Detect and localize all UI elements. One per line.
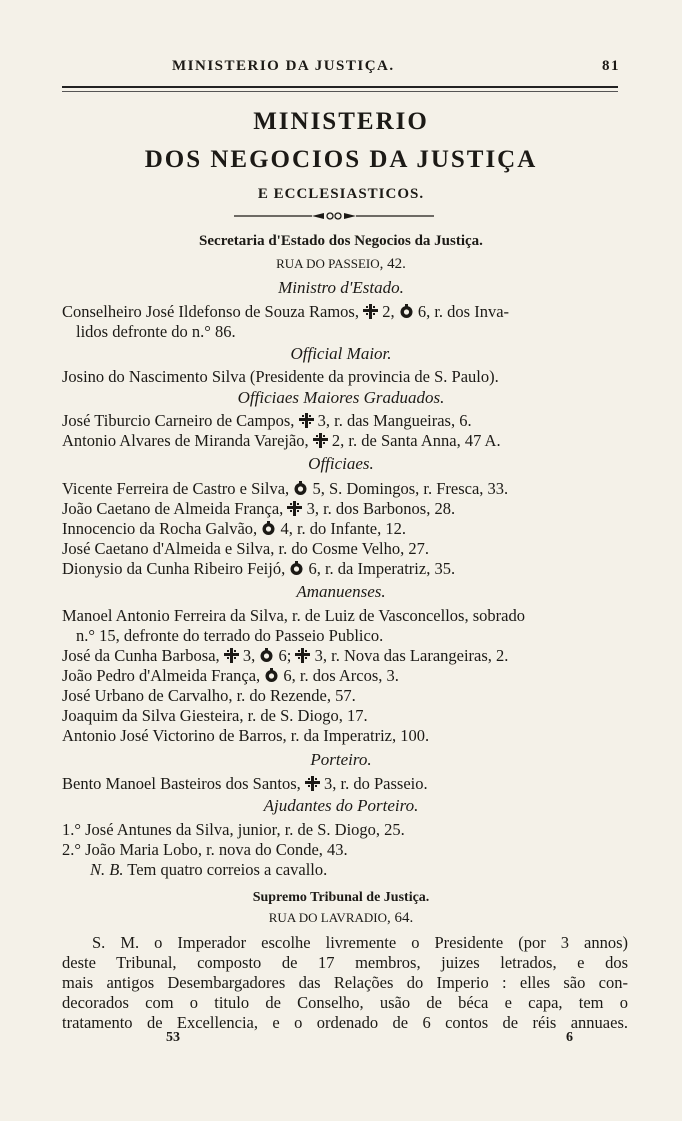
entry-porteiro <box>62 774 622 794</box>
amanuense-2-grade-2: 6; <box>278 646 292 665</box>
entry-official-4: José Caetano d'Almeida e Silva, r. do Cosme Velho, 27. <box>62 539 429 558</box>
official-1-name: Vicente Ferreira de Castro e Silva, <box>62 479 290 498</box>
order-rose-icon <box>264 668 279 683</box>
entry-amanuense-3 <box>62 666 622 686</box>
entry-amanuense-2 <box>62 646 622 666</box>
entry-official-5 <box>62 559 622 579</box>
page-number: 81 <box>602 58 620 74</box>
entry-amanuense-5: Joaquim da Silva Giesteira, r. de S. Diogo, 17. <box>62 706 368 725</box>
official-5-name: Dionysio da Cunha Ribeiro Feijó, <box>62 559 286 578</box>
official-5-address: 6, r. da Imperatriz, 35. <box>308 559 456 578</box>
entry-ministro-cont: lidos defronte do n.° 86. <box>76 322 236 341</box>
title-line-3: E ECCLESIASTICOS. <box>257 186 425 202</box>
nota-bene-text: Tem quatro correios a cavallo. <box>127 860 328 879</box>
entry-amanuense-6: Antonio José Victorino de Barros, r. da Imperatriz, 100. <box>62 726 430 745</box>
secretaria-street: RUA DO PASSEIO <box>276 256 380 271</box>
supremo-paragraph-line-1: S. M. o Imperador escolhe livremente o Presidente (por 3 annos) <box>92 933 628 952</box>
supremo-paragraph-line-4: decorados com o titulo de Conselho, usão de béca e capa, tem o <box>62 993 628 1012</box>
amanuense-3-name: João Pedro d'Almeida França, <box>62 666 261 685</box>
official-3-address: 4, r. do Infante, 12. <box>280 519 406 538</box>
graduado-2-address: 2, r. de Santa Anna, 47 A. <box>331 431 501 450</box>
amanuense-2-grade-1: 3, <box>242 646 256 665</box>
ministro-cross-grade: 2, <box>382 302 395 321</box>
order-cross-icon <box>299 413 314 428</box>
supremo-paragraph-line-3: mais antigos Desembargadores das Relações do Imperio : elles são con- <box>62 973 628 992</box>
official-1-address: 5, S. Domingos, r. Fresca, 33. <box>312 479 509 498</box>
entry-amanuense-1-cont: n.° 15, defronte do terrado do Passeio Publico. <box>76 626 384 645</box>
section-porteiro: Porteiro. <box>310 750 372 769</box>
order-cross-icon <box>313 433 328 448</box>
ministro-address: 6, r. dos Inva- <box>417 302 510 321</box>
order-cross-icon <box>224 648 239 663</box>
entry-official-3 <box>62 519 622 539</box>
graduado-1-address: 3, r. das Mangueiras, 6. <box>317 411 472 430</box>
order-rose-icon <box>289 561 304 576</box>
supremo-paragraph-line-5: tratamento de Excellencia, e o ordenado de 6 contos de réis annuaes. <box>62 1013 628 1032</box>
nota-bene-label: N. B. <box>90 860 124 879</box>
ministro-name: Conselheiro José Ildefonso de Souza Ramos, <box>62 302 359 321</box>
section-officiaes: Officiaes. <box>308 454 374 473</box>
entry-graduado-2 <box>62 431 622 451</box>
entry-official-1 <box>62 479 622 499</box>
secretaria-address: RUA DO PASSEIO, 42. <box>276 256 406 272</box>
order-cross-icon <box>295 648 310 663</box>
order-cross-icon <box>287 501 302 516</box>
official-2-name: João Caetano de Almeida França, <box>62 499 284 518</box>
order-rose-icon <box>399 304 414 319</box>
title-line-1: MINISTERIO <box>253 108 429 135</box>
entry-ajudante-2: 2.° João Maria Lobo, r. nova do Conde, 43. <box>62 840 348 859</box>
header-rule <box>62 86 618 92</box>
graduado-1-name: José Tiburcio Carneiro de Campos, <box>62 411 295 430</box>
section-officiaes-maiores: Officiaes Maiores Graduados. <box>237 388 445 407</box>
entry-ministro <box>62 302 622 322</box>
order-cross-icon <box>363 304 378 319</box>
running-title: MINISTERIO DA JUSTIÇA. <box>172 58 395 74</box>
amanuense-2-address: 3, r. Nova das Larangeiras, 2. <box>314 646 509 665</box>
supremo-number: 64. <box>394 910 414 926</box>
footer-number: 6 <box>566 1030 573 1045</box>
order-cross-icon <box>305 776 320 791</box>
order-rose-icon <box>261 521 276 536</box>
entry-ajudante-1: 1.° José Antunes da Silva, junior, r. de S. Diogo, 25. <box>62 820 405 839</box>
entry-graduado-1 <box>62 411 622 431</box>
title-line-2: DOS NEGOCIOS DA JUSTIÇA <box>144 146 538 173</box>
supremo-street: RUA DO LAVRADIO <box>268 910 387 925</box>
running-head <box>60 58 620 80</box>
porteiro-address: 3, r. do Passeio. <box>324 774 428 793</box>
section-amanuenses: Amanuenses. <box>296 582 386 601</box>
entry-official-2 <box>62 499 622 519</box>
supremo-heading: Supremo Tribunal de Justiça. <box>252 890 430 905</box>
amanuense-2-name: José da Cunha Barbosa, <box>62 646 220 665</box>
entry-nota-bene <box>90 860 650 880</box>
secretaria-number: 42. <box>387 256 406 272</box>
signature-mark: 53 <box>166 1030 180 1045</box>
supremo-address: RUA DO LAVRADIO, 64. <box>268 910 414 926</box>
official-2-address: 3, r. dos Barbonos, 28. <box>306 499 456 518</box>
entry-amanuense-1: Manoel Antonio Ferreira da Silva, r. de Luiz de Vasconcellos, sobrado <box>62 606 525 625</box>
porteiro-name: Bento Manoel Basteiros dos Santos, <box>62 774 301 793</box>
supremo-paragraph-line-2: deste Tribunal, composto de 17 membros, juizes letrados, e dos <box>62 953 628 972</box>
order-rose-icon <box>293 481 308 496</box>
official-3-name: Innocencio da Rocha Galvão, <box>62 519 258 538</box>
amanuense-3-address: 6, r. dos Arcos, 3. <box>283 666 399 685</box>
entry-official-maior: Josino do Nascimento Silva (Presidente da provincia de S. Paulo). <box>62 367 499 386</box>
section-official-maior: Official Maior. <box>290 344 392 363</box>
graduado-2-name: Antonio Alvares de Miranda Varejão, <box>62 431 309 450</box>
section-ajudantes: Ajudantes do Porteiro. <box>263 796 419 815</box>
secretaria-heading: Secretaria d'Estado dos Negocios da Justiça. <box>199 233 483 249</box>
section-ministro: Ministro d'Estado. <box>278 278 404 297</box>
order-rose-icon <box>259 648 274 663</box>
ornament-divider <box>234 210 434 222</box>
entry-amanuense-4: José Urbano de Carvalho, r. do Rezende, 57. <box>62 686 356 705</box>
